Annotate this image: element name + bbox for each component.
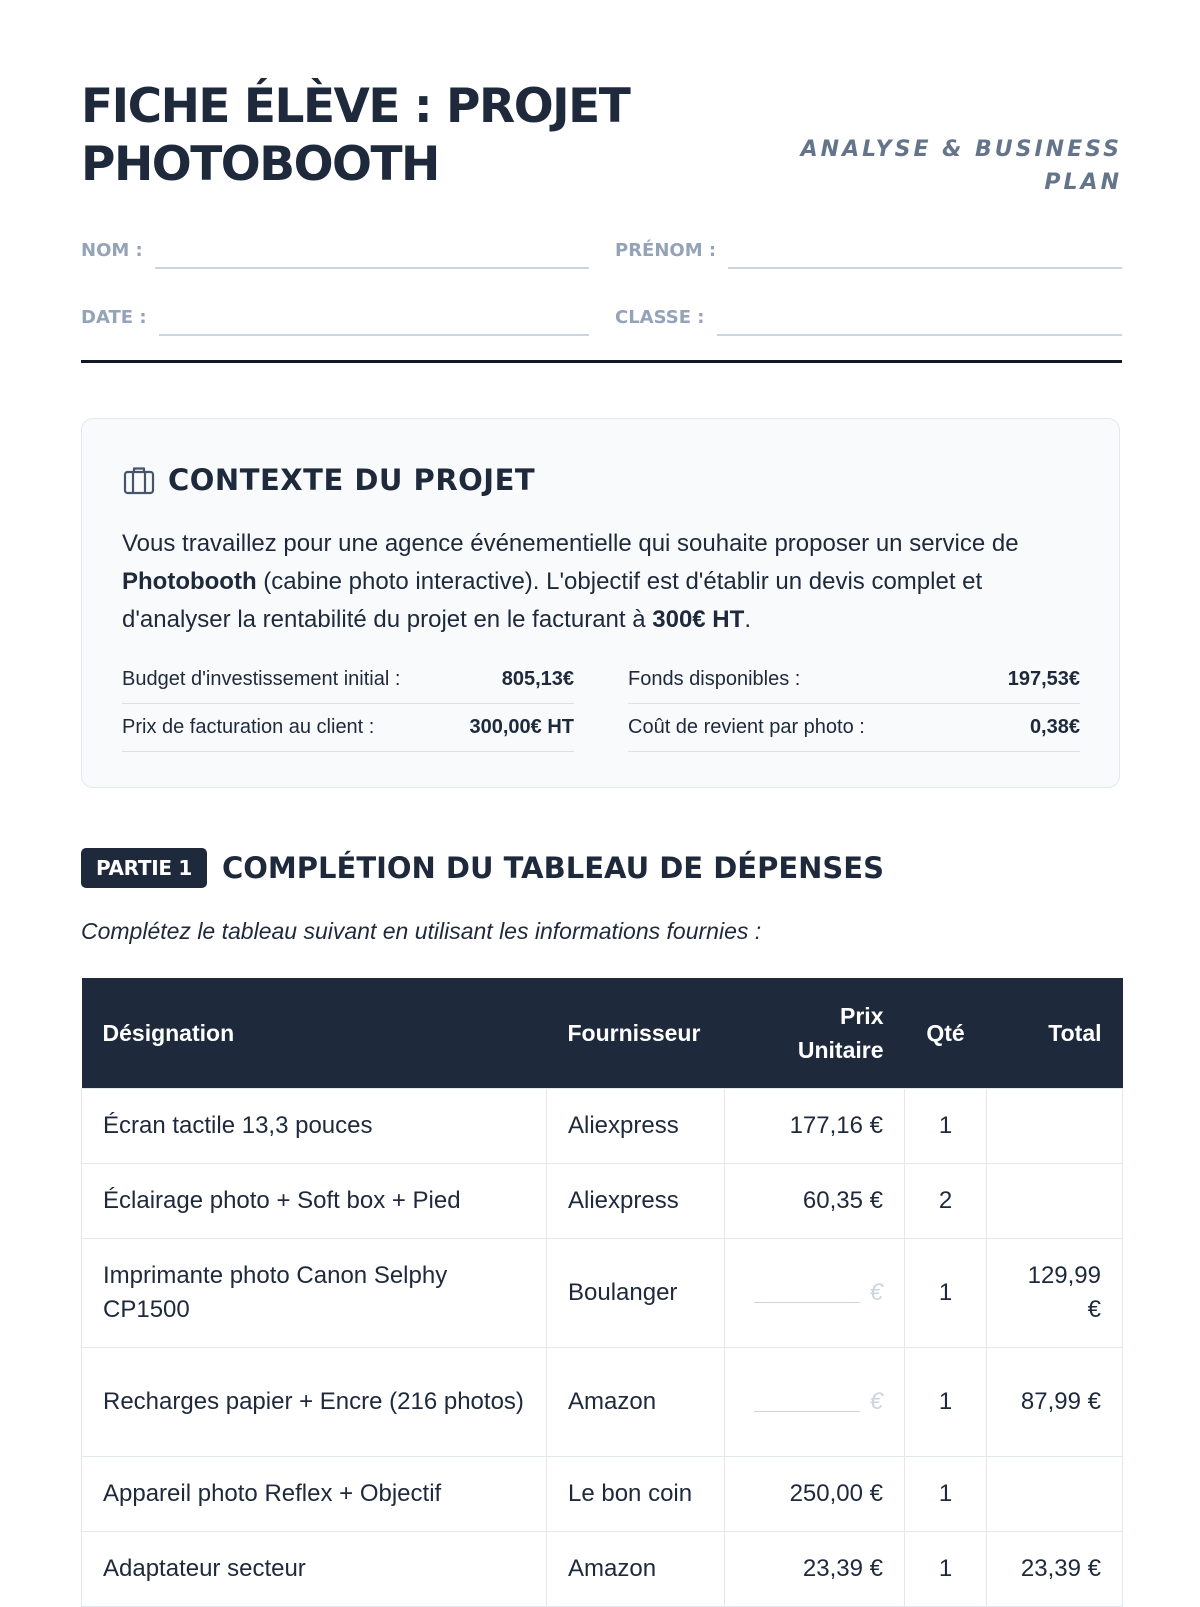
cell-fournisseur: Amazon [547,1348,725,1457]
cell-total-blank[interactable] [987,1089,1123,1164]
header-qte: Qté [905,978,987,1089]
table-row [82,1532,1123,1607]
date-input-line[interactable] [159,304,589,336]
stat-prix-facturation [122,703,574,752]
nom-label: NOM : [81,240,143,261]
cell-total: 129,99 € [987,1239,1123,1348]
header-total: Total [987,978,1123,1089]
cell-qte: 1 [905,1532,987,1607]
table-row [82,1348,1123,1457]
date-label: DATE : [81,307,147,328]
stat-label: Budget d'investissement initial : [122,667,401,690]
cell-total: 87,99 € [987,1348,1123,1457]
context-text-bold-1: Photobooth [122,568,257,595]
stat-fonds [628,655,1080,704]
header-prix-unitaire [725,978,905,1089]
cell-qte: 1 [905,1089,987,1164]
cell-qte: 1 [905,1239,987,1348]
context-text-3: . [744,606,751,633]
table-row [82,1164,1123,1239]
context-description [122,525,1082,639]
header-prix-line-2: Unitaire [797,1037,884,1063]
table-row [82,1239,1123,1348]
cell-qte: 2 [905,1164,987,1239]
stat-label: Fonds disponibles : [628,667,801,690]
header-prix-line-1: Prix [840,1003,884,1029]
cell-total-blank[interactable] [987,1164,1123,1239]
cell-total: 23,39 € [987,1532,1123,1607]
classe-input-line[interactable] [717,304,1123,336]
cell-designation: Écran tactile 13,3 pouces [82,1089,547,1164]
context-box [81,418,1120,788]
table-row [82,1457,1123,1532]
cell-prix: 23,39 € [725,1532,905,1607]
title-line-2: PHOTOBOOTH [81,137,439,192]
cell-prix: 250,00 € [725,1457,905,1532]
page-title [81,78,701,194]
cell-designation: Appareil photo Reflex + Objectif [82,1457,547,1532]
prenom-field [615,229,1122,269]
cell-fournisseur: Le bon coin [547,1457,725,1532]
cell-prix-blank[interactable] [725,1348,905,1457]
subtitle-line-1: ANALYSE & BUSINESS [800,137,1122,162]
context-text-2: (cabine photo interactive). L'objectif est d'établir un devis complet et d'analyser la rentabilité du projet en le facturant à [122,568,983,633]
instruction-text: Complétez le tableau suivant en utilisant les informations fournies : [81,918,762,944]
blank-line [754,1284,860,1303]
euro-placeholder: € [869,1388,883,1415]
context-text-1: Vous travaillez pour une agence événementielle qui souhaite proposer un service de [122,530,1019,557]
prenom-input-line[interactable] [728,237,1122,269]
context-header [122,463,535,497]
cell-total-blank[interactable] [987,1457,1123,1532]
cell-designation: Éclairage photo + Soft box + Pied [82,1164,547,1239]
cell-prix: 60,35 € [725,1164,905,1239]
stat-value: 0,38€ [1029,715,1080,738]
nom-input-line[interactable] [155,237,589,269]
section-title: COMPLÉTION DU TABLEAU DE DÉPENSES [222,851,884,885]
prenom-label: PRÉNOM : [615,240,717,261]
header-fournisseur: Fournisseur [547,978,725,1089]
header-designation: Désignation [82,978,547,1089]
header-divider [81,360,1122,363]
context-title: CONTEXTE DU PROJET [168,463,536,497]
cell-designation: Imprimante photo Canon Selphy CP1500 [82,1239,547,1348]
nom-field [81,229,589,269]
stat-value: 805,13€ [501,667,574,690]
stat-label: Prix de facturation au client : [122,715,375,738]
cell-prix-blank[interactable] [725,1239,905,1348]
table-row [82,1089,1123,1164]
title-line-1: FICHE ÉLÈVE : PROJET [81,79,630,134]
part-badge: PARTIE 1 [81,848,207,888]
classe-label: CLASSE : [615,307,705,328]
context-text-bold-2: 300€ HT [652,606,745,633]
cell-designation: Recharges papier + Encre (216 photos) [82,1348,547,1457]
blank-line [754,1393,860,1412]
cell-fournisseur: Aliexpress [547,1089,725,1164]
cell-qte: 1 [905,1457,987,1532]
date-field [81,296,589,336]
cell-prix: 177,16 € [725,1089,905,1164]
stat-label: Coût de revient par photo : [628,715,865,738]
cell-qte: 1 [905,1348,987,1457]
expenses-table [81,978,1123,1607]
table-header-row [82,978,1123,1089]
cell-designation: Adaptateur secteur [82,1532,547,1607]
classe-field [615,296,1122,336]
cell-fournisseur: Amazon [547,1532,725,1607]
stat-budget [122,655,574,704]
stat-value: 197,53€ [1007,667,1080,690]
stat-cout-photo [628,703,1080,752]
euro-placeholder: € [869,1279,883,1306]
cell-fournisseur: Boulanger [547,1239,725,1348]
page-subtitle [792,133,1122,199]
stat-value: 300,00€ HT [469,715,574,738]
cell-fournisseur: Aliexpress [547,1164,725,1239]
briefcase-icon [122,463,156,497]
subtitle-line-2: PLAN [1044,170,1122,195]
